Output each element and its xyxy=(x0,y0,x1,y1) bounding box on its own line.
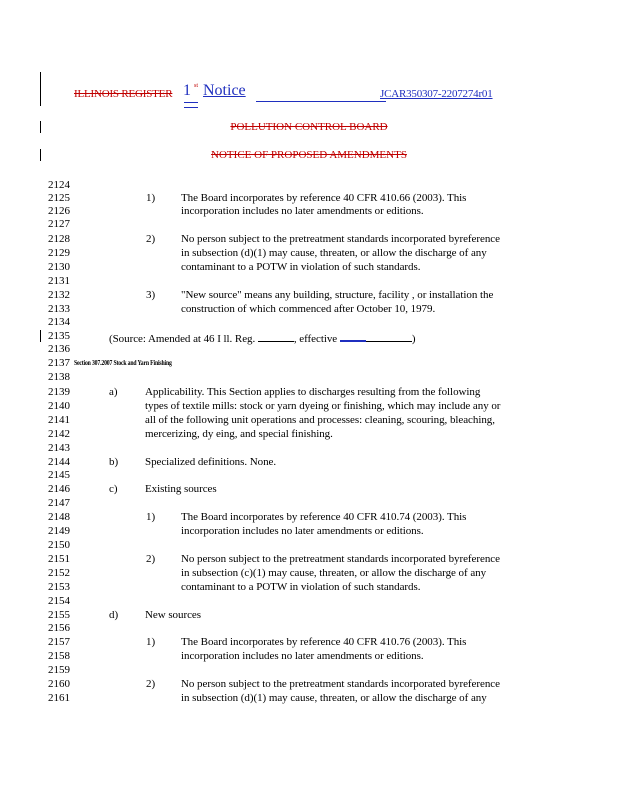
line-number: 2161 xyxy=(48,692,70,704)
line-number: 2159 xyxy=(48,664,70,676)
body-text: New sources xyxy=(145,609,201,621)
item-marker: 2) xyxy=(146,678,156,690)
subsection-marker: a) xyxy=(109,386,118,398)
register-title: ILLINOIS REGISTER xyxy=(74,88,173,100)
line-number: 2135 xyxy=(48,330,70,342)
date-blank xyxy=(366,331,412,342)
body-text: contaminant to a POTW in violation of such standards. xyxy=(181,581,421,593)
line-number: 2132 xyxy=(48,289,70,301)
line-number: 2154 xyxy=(48,595,70,607)
body-text: Specialized definitions. None. xyxy=(145,456,277,468)
body-text: The Board incorporates by reference 40 CFR 410.76 (2003). This xyxy=(181,636,467,648)
body-text: incorporation includes no later amendments or editions. xyxy=(181,205,424,217)
item-marker: 3) xyxy=(146,289,156,301)
body-text: No person subject to the pretreatment standards incorporated byreference xyxy=(181,233,500,245)
line-number: 2153 xyxy=(48,581,70,593)
line-number: 2158 xyxy=(48,650,70,662)
body-text: incorporation includes no later amendments or editions. xyxy=(181,650,424,662)
line-number: 2141 xyxy=(48,414,70,426)
line-number: 2133 xyxy=(48,303,70,315)
body-text: The Board incorporates by reference 40 CFR 410.66 (2003). This xyxy=(181,192,467,204)
notice-title: NOTICE OF PROPOSED AMENDMENTS xyxy=(211,149,407,161)
item-marker: 1) xyxy=(146,192,156,204)
issue-superscript: st xyxy=(194,83,199,89)
subsection-marker: d) xyxy=(109,609,119,621)
body-text: Existing sources xyxy=(145,483,217,495)
subsection-marker: b) xyxy=(109,456,119,468)
header-rule xyxy=(256,101,386,102)
board-title: POLLUTION CONTROL BOARD xyxy=(230,121,388,133)
source-note xyxy=(109,330,415,346)
line-number: 2145 xyxy=(48,469,70,481)
line-number: 2149 xyxy=(48,525,70,537)
jcar-code: JCAR350307-2207274r01 xyxy=(380,88,493,100)
line-number: 2155 xyxy=(48,609,70,621)
body-text: all of the following unit operations and processes: cleaning, scouring, bleaching, xyxy=(145,414,495,426)
source-text: , effective xyxy=(293,333,340,345)
line-number: 2148 xyxy=(48,511,70,523)
volume-blank xyxy=(258,331,294,342)
page-header xyxy=(70,82,540,112)
body-text: No person subject to the pretreatment standards incorporated byreference xyxy=(181,553,500,565)
line-number: 2125 xyxy=(48,192,70,204)
line-number: 2147 xyxy=(48,497,70,509)
line-number: 2124 xyxy=(48,179,70,191)
notice-label: Notice xyxy=(203,82,246,99)
body-text: No person subject to the pretreatment standards incorporated byreference xyxy=(181,678,500,690)
section-heading: Section 307.2007 Stock and Yarn Finishing xyxy=(74,359,172,367)
body-text: in subsection (d)(1) may cause, threaten, or allow the discharge of any xyxy=(181,247,487,259)
change-bar xyxy=(40,72,41,106)
line-number: 2150 xyxy=(48,539,70,551)
subsection-marker: c) xyxy=(109,483,118,495)
line-number: 2151 xyxy=(48,553,70,565)
body-text: mercerizing, dy eing, and special finishing. xyxy=(145,428,333,440)
item-marker: 2) xyxy=(146,233,156,245)
body-text: Applicability. This Section applies to discharges resulting from the following xyxy=(145,386,481,398)
source-text: (Source: Amended at 46 I ll. Reg. xyxy=(109,333,258,345)
line-number: 2157 xyxy=(48,636,70,648)
line-number: 2156 xyxy=(48,622,70,634)
date-blank-inserted xyxy=(340,330,366,342)
line-number: 2137 xyxy=(48,357,70,369)
line-number: 2126 xyxy=(48,205,70,217)
line-number: 2131 xyxy=(48,275,70,287)
line-number: 2139 xyxy=(48,386,70,398)
double-underline xyxy=(184,102,198,103)
line-number: 2130 xyxy=(48,261,70,273)
body-text: in subsection (c)(1) may cause, threaten, or allow the discharge of any xyxy=(181,567,487,579)
item-marker: 1) xyxy=(146,511,156,523)
line-number: 2129 xyxy=(48,247,70,259)
line-number: 2138 xyxy=(48,371,70,383)
body-text: incorporation includes no later amendments or editions. xyxy=(181,525,424,537)
line-number: 2136 xyxy=(48,343,70,355)
line-number: 2144 xyxy=(48,456,70,468)
body-text: "New source" means any building, structure, facility , or installation the xyxy=(181,289,494,301)
line-number: 2143 xyxy=(48,442,70,454)
issue-number: 1 xyxy=(183,82,191,99)
double-underline xyxy=(184,107,198,108)
source-text: ) xyxy=(411,333,416,345)
change-bar xyxy=(40,330,41,342)
body-text: construction of which commenced after October 10, 1979. xyxy=(181,303,436,315)
item-marker: 2) xyxy=(146,553,156,565)
line-number: 2160 xyxy=(48,678,70,690)
line-number: 2134 xyxy=(48,316,70,328)
body-text: contaminant to a POTW in violation of such standards. xyxy=(181,261,421,273)
line-number: 2152 xyxy=(48,567,70,579)
body-text: types of textile mills: stock or yarn dyeing or finishing, which may include any or xyxy=(145,400,501,412)
line-number: 2146 xyxy=(48,483,70,495)
line-number: 2127 xyxy=(48,218,70,230)
line-number: 2128 xyxy=(48,233,70,245)
line-number: 2142 xyxy=(48,428,70,440)
line-number: 2140 xyxy=(48,400,70,412)
item-marker: 1) xyxy=(146,636,156,648)
body-text: in subsection (d)(1) may cause, threaten, or allow the discharge of any xyxy=(181,692,487,704)
body-text: The Board incorporates by reference 40 CFR 410.74 (2003). This xyxy=(181,511,467,523)
